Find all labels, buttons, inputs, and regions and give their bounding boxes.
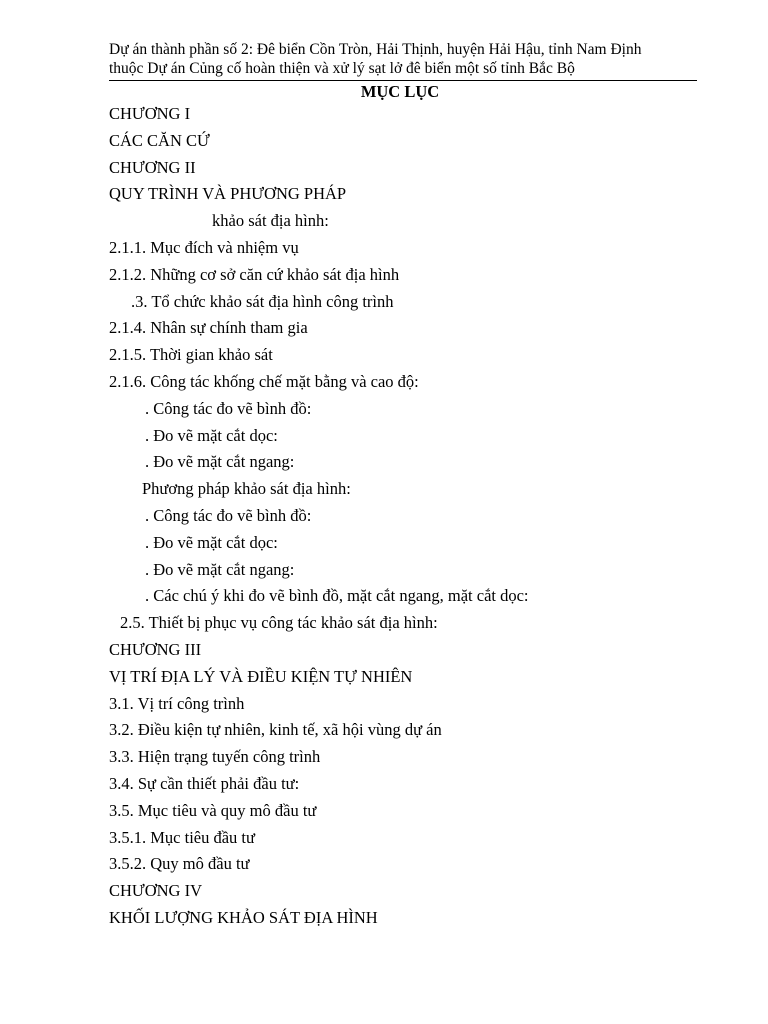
toc-item[interactable]: 2.1.5. Thời gian khảo sát bbox=[109, 345, 273, 365]
toc-item[interactable]: .3. Tổ chức khảo sát địa hình công trình bbox=[131, 291, 394, 311]
toc-item[interactable]: . Đo vẽ mặt cắt ngang: bbox=[145, 559, 295, 579]
toc-item[interactable]: Phương pháp khảo sát địa hình: bbox=[142, 479, 351, 499]
header-divider bbox=[109, 80, 697, 81]
page-title: MỤC LỤC bbox=[360, 82, 440, 101]
toc-item[interactable]: . Đo vẽ mặt cắt ngang: bbox=[145, 452, 295, 472]
toc-item[interactable]: 3.5.1. Mục tiêu đầu tư bbox=[109, 827, 255, 847]
table-of-contents bbox=[109, 101, 729, 932]
document-header bbox=[109, 40, 699, 78]
toc-item[interactable]: 2.5. Thiết bị phục vụ công tác khảo sát địa hình: bbox=[120, 613, 438, 633]
toc-item[interactable]: . Đo vẽ mặt cắt dọc: bbox=[145, 532, 278, 552]
toc-item[interactable]: 2.1.4. Nhân sự chính tham gia bbox=[109, 318, 308, 338]
toc-item[interactable]: 3.5. Mục tiêu và quy mô đầu tư bbox=[109, 800, 317, 820]
toc-item[interactable]: 3.4. Sự cần thiết phải đầu tư: bbox=[109, 773, 300, 793]
toc-item[interactable]: . Đo vẽ mặt cắt dọc: bbox=[145, 425, 278, 445]
toc-item[interactable]: 3.2. Điều kiện tự nhiên, kinh tế, xã hội vùng dự án bbox=[109, 720, 442, 740]
toc-chapter-2-title[interactable]: QUY TRÌNH VÀ PHƯƠNG PHÁP bbox=[109, 184, 347, 204]
toc-item[interactable]: 3.1. Vị trí công trình bbox=[109, 693, 245, 713]
header-line-1: Dự án thành phần số 2: Đê biển Cồn Tròn, Hải Thịnh, huyện Hải Hậu, tỉnh Nam Định bbox=[109, 41, 642, 58]
toc-item[interactable]: khảo sát địa hình: bbox=[212, 211, 329, 231]
toc-item[interactable]: 2.1.6. Công tác khống chế mặt bằng và cao độ: bbox=[109, 371, 419, 391]
toc-chapter-4-heading[interactable]: CHƯƠNG IV bbox=[109, 881, 203, 901]
toc-chapter-4-title[interactable]: KHỐI LƯỢNG KHẢO SÁT ĐỊA HÌNH bbox=[109, 907, 378, 927]
toc-item[interactable]: . Các chú ý khi đo vẽ bình đồ, mặt cắt ngang, mặt cắt dọc: bbox=[145, 586, 529, 606]
toc-item[interactable]: . Công tác đo vẽ bình đồ: bbox=[145, 505, 312, 525]
toc-chapter-3-heading[interactable]: CHƯƠNG III bbox=[109, 639, 202, 659]
toc-chapter-2-heading[interactable]: CHƯƠNG II bbox=[109, 157, 196, 177]
toc-item[interactable]: 3.5.2. Quy mô đầu tư bbox=[109, 854, 250, 874]
toc-item[interactable]: 2.1.1. Mục đích và nhiệm vụ bbox=[109, 237, 299, 257]
header-line-2: thuộc Dự án Củng cố hoàn thiện và xử lý sạt lở đê biển một số tỉnh Bắc Bộ bbox=[109, 60, 575, 77]
toc-chapter-1-heading[interactable]: CHƯƠNG I bbox=[109, 104, 191, 123]
toc-item[interactable]: 3.3. Hiện trạng tuyến công trình bbox=[109, 747, 321, 767]
toc-chapter-1-title[interactable]: CÁC CĂN CỨ bbox=[109, 130, 210, 150]
toc-item[interactable]: . Công tác đo vẽ bình đồ: bbox=[145, 398, 312, 418]
toc-item[interactable]: 2.1.2. Những cơ sở căn cứ khảo sát địa hình bbox=[109, 264, 400, 284]
toc-chapter-3-title[interactable]: VỊ TRÍ ĐỊA LÝ VÀ ĐIỀU KIỆN TỰ NHIÊN bbox=[109, 666, 413, 686]
